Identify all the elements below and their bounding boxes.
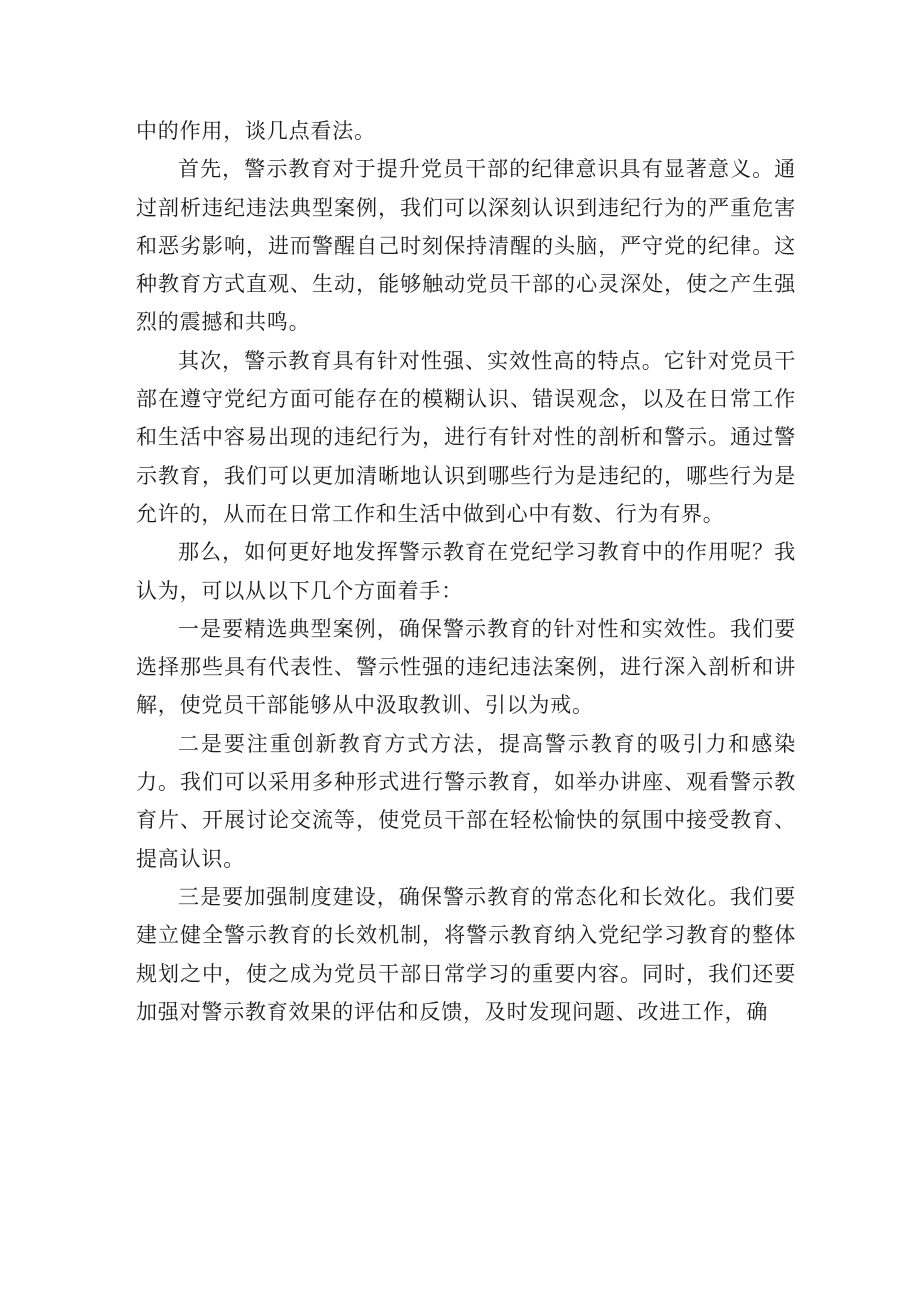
paragraph-measure-three: 三是要加强制度建设，确保警示教育的常态化和长效化。我们要建立健全警示教育的长效机制，将警示教育纳入党纪学习教育的整体规划之中，使之成为党员干部日常学习的重要内容。同时，我们还要加强对警示教育效果的评估和反馈，及时发现问题、改进工作，确	[136, 884, 796, 1024]
paragraph-question: 那么，如何更好地发挥警示教育在党纪学习教育中的作用呢？我认为，可以从以下几个方面着手：	[136, 540, 796, 603]
paragraph-continuation: 中的作用，谈几点看法。	[136, 119, 376, 143]
document-body	[136, 112, 796, 1031]
paragraph-first-point: 首先，警示教育对于提升党员干部的纪律意识具有显著意义。通过剖析违纪违法典型案例，我们可以深刻认识到违纪行为的严重危害和恶劣影响，进而警醒自己时刻保持清醒的头脑，严守党的纪律。这种教育方式直观、生动，能够触动党员干部的心灵深处，使之产生强烈的震撼和共鸣。	[136, 157, 796, 335]
paragraph-second-point: 其次，警示教育具有针对性强、实效性高的特点。它针对党员干部在遵守党纪方面可能存在的模糊认识、错误观念，以及在日常工作和生活中容易出现的违纪行为，进行有针对性的剖析和警示。通过警示教育，我们可以更加清晰地认识到哪些行为是违纪的，哪些行为是允许的，从而在日常工作和生活中做到心中有数、行为有界。	[136, 348, 796, 526]
paragraph-measure-two: 二是要注重创新教育方式方法，提高警示教育的吸引力和感染力。我们可以采用多种形式进行警示教育，如举办讲座、观看警示教育片、开展讨论交流等，使党员干部在轻松愉快的氛围中接受教育、提高认识。	[136, 731, 796, 871]
paragraph-measure-one: 一是要精选典型案例，确保警示教育的针对性和实效性。我们要选择那些具有代表性、警示性强的违纪违法案例，进行深入剖析和讲解，使党员干部能够从中汲取教训、引以为戒。	[136, 616, 796, 718]
